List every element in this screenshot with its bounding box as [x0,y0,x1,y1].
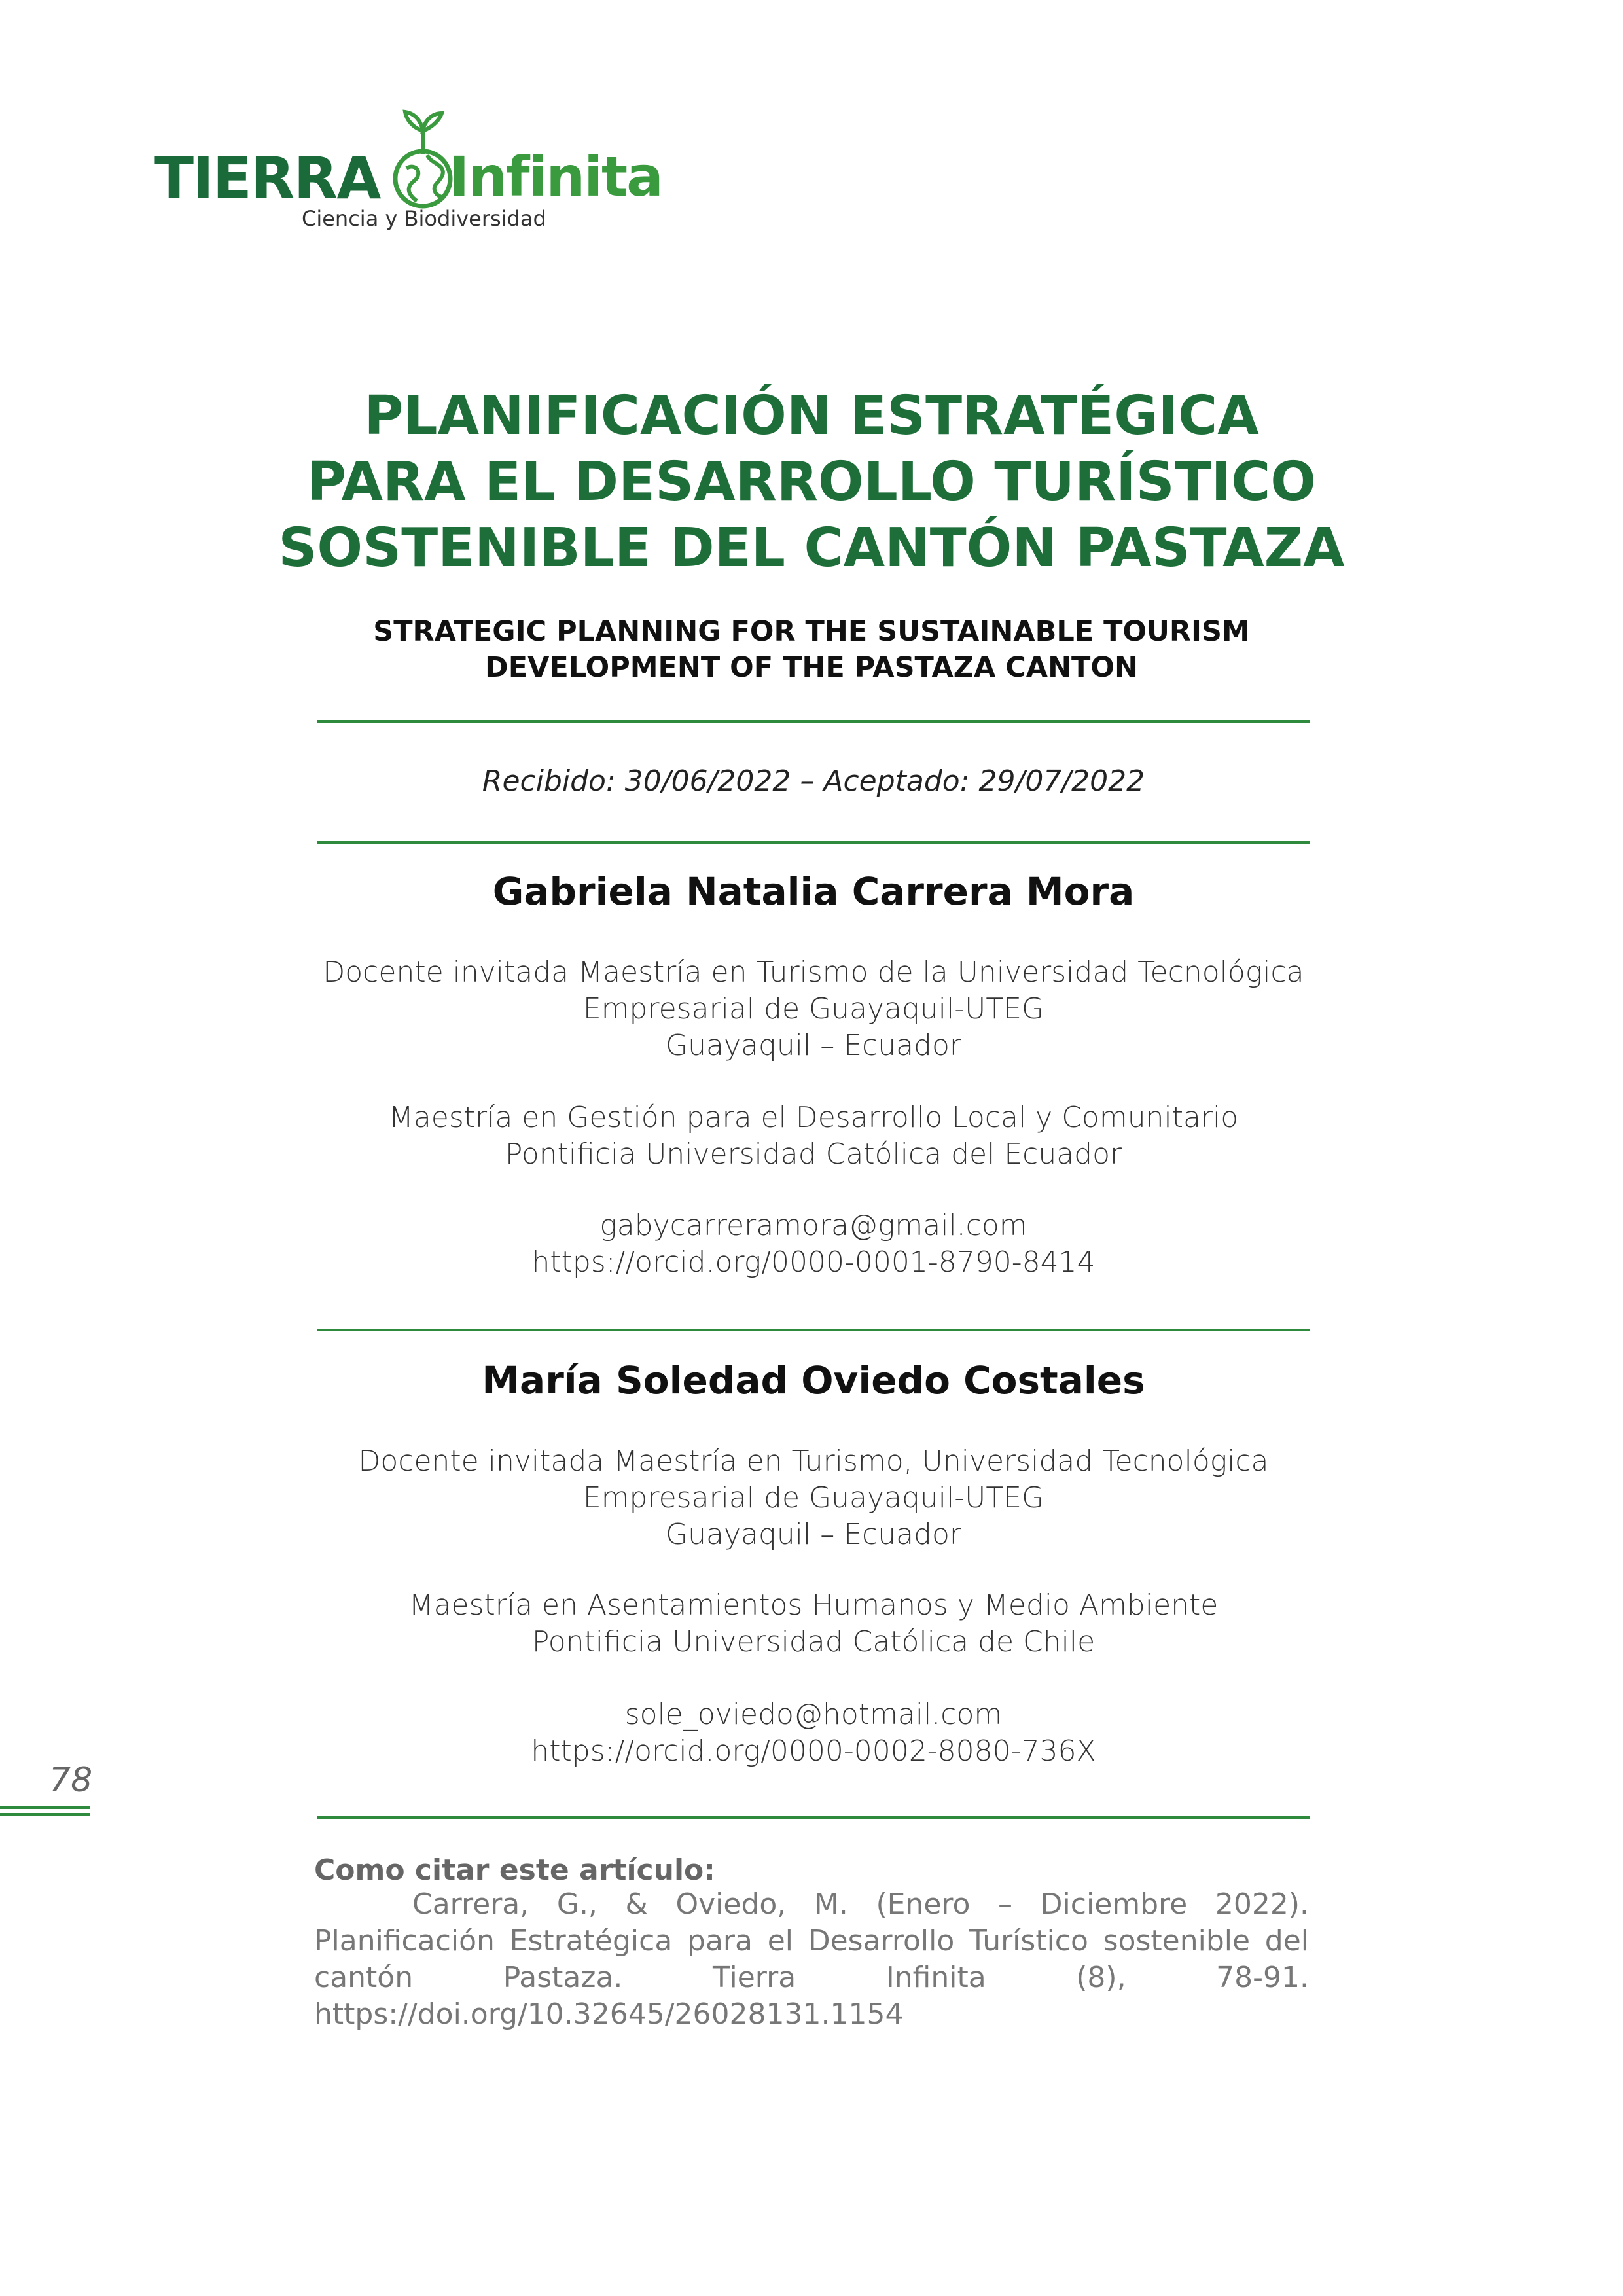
divider [317,720,1310,723]
affiliation-line: Empresarial de Guayaquil-UTEG [582,1481,1044,1515]
sprout-globe-icon [387,108,459,209]
author-orcid-link[interactable]: https://orcid.org/0000-0002-8080-736X [531,1734,1096,1768]
citation-text: Carrera, G., & Oviedo, M. (Enero – Diciembre 2022). Planificación Estratégica para el Desarrollo Turístico sostenible del cantón Pastaza. Tierra Infinita (8), 78-91. https://doi.org/10.32645/26028131.1154 [314,1888,1309,2031]
logo-tagline: Ciencia y Biodiversidad [302,206,546,231]
degree-line: Pontificia Universidad Católica de Chile [531,1625,1096,1659]
page-number: 78 [49,1761,93,1800]
divider [317,1816,1310,1819]
affiliation-line: Docente invitada Maestría en Turismo de la Universidad Tecnológica [323,956,1304,989]
subtitle-line-2: DEVELOPMENT OF THE PASTAZA CANTON [485,651,1138,684]
received-accepted-dates: Recibido: 30/06/2022 – Aceptado: 29/07/2022 [482,764,1145,798]
logo-name-infinita: Infinita [449,145,662,209]
title-line-3: SOSTENIBLE DEL CANTÓN PASTAZA [278,517,1345,579]
author-orcid-link[interactable]: https://orcid.org/0000-0001-8790-8414 [531,1246,1096,1279]
logo-name-tierra: TIERRA [154,145,380,212]
affiliation-line: Empresarial de Guayaquil-UTEG [582,992,1044,1026]
subtitle-line-1: STRATEGIC PLANNING FOR THE SUSTAINABLE TOURISM [373,615,1250,648]
title-line-2: PARA EL DESARROLLO TURÍSTICO [307,451,1316,513]
article-title [275,383,1348,581]
author-contact [317,1696,1310,1770]
author-degree [317,1100,1310,1173]
author-email[interactable]: gabycarreramora@gmail.com [599,1209,1027,1242]
divider [317,841,1310,844]
author-name: Gabriela Natalia Carrera Mora [492,869,1135,914]
affiliation-line: Guayaquil – Ecuador [666,1029,961,1062]
degree-line: Maestría en Gestión para el Desarrollo Local y Comunitario [388,1101,1239,1134]
author-affiliation [317,954,1310,1064]
author-contact [317,1208,1310,1281]
divider [317,1329,1310,1331]
page-number-rule [0,1813,90,1816]
journal-logo [154,108,678,239]
author-name: María Soledad Oviedo Costales [482,1358,1145,1403]
page-number-rule [0,1806,90,1809]
degree-line: Maestría en Asentamientos Humanos y Medio Ambiente [408,1588,1219,1622]
affiliation-line: Guayaquil – Ecuador [666,1518,961,1551]
author-email[interactable]: sole_oviedo@hotmail.com [624,1698,1003,1731]
author-degree [317,1587,1310,1660]
english-title [275,614,1348,686]
author-affiliation [317,1443,1310,1553]
title-line-1: PLANIFICACIÓN ESTRATÉGICA [364,385,1259,447]
degree-line: Pontificia Universidad Católica del Ecuador [505,1138,1122,1171]
affiliation-line: Docente invitada Maestría en Turismo, Universidad Tecnológica [358,1444,1269,1478]
citation-label: Como citar este artículo: [314,1854,715,1887]
